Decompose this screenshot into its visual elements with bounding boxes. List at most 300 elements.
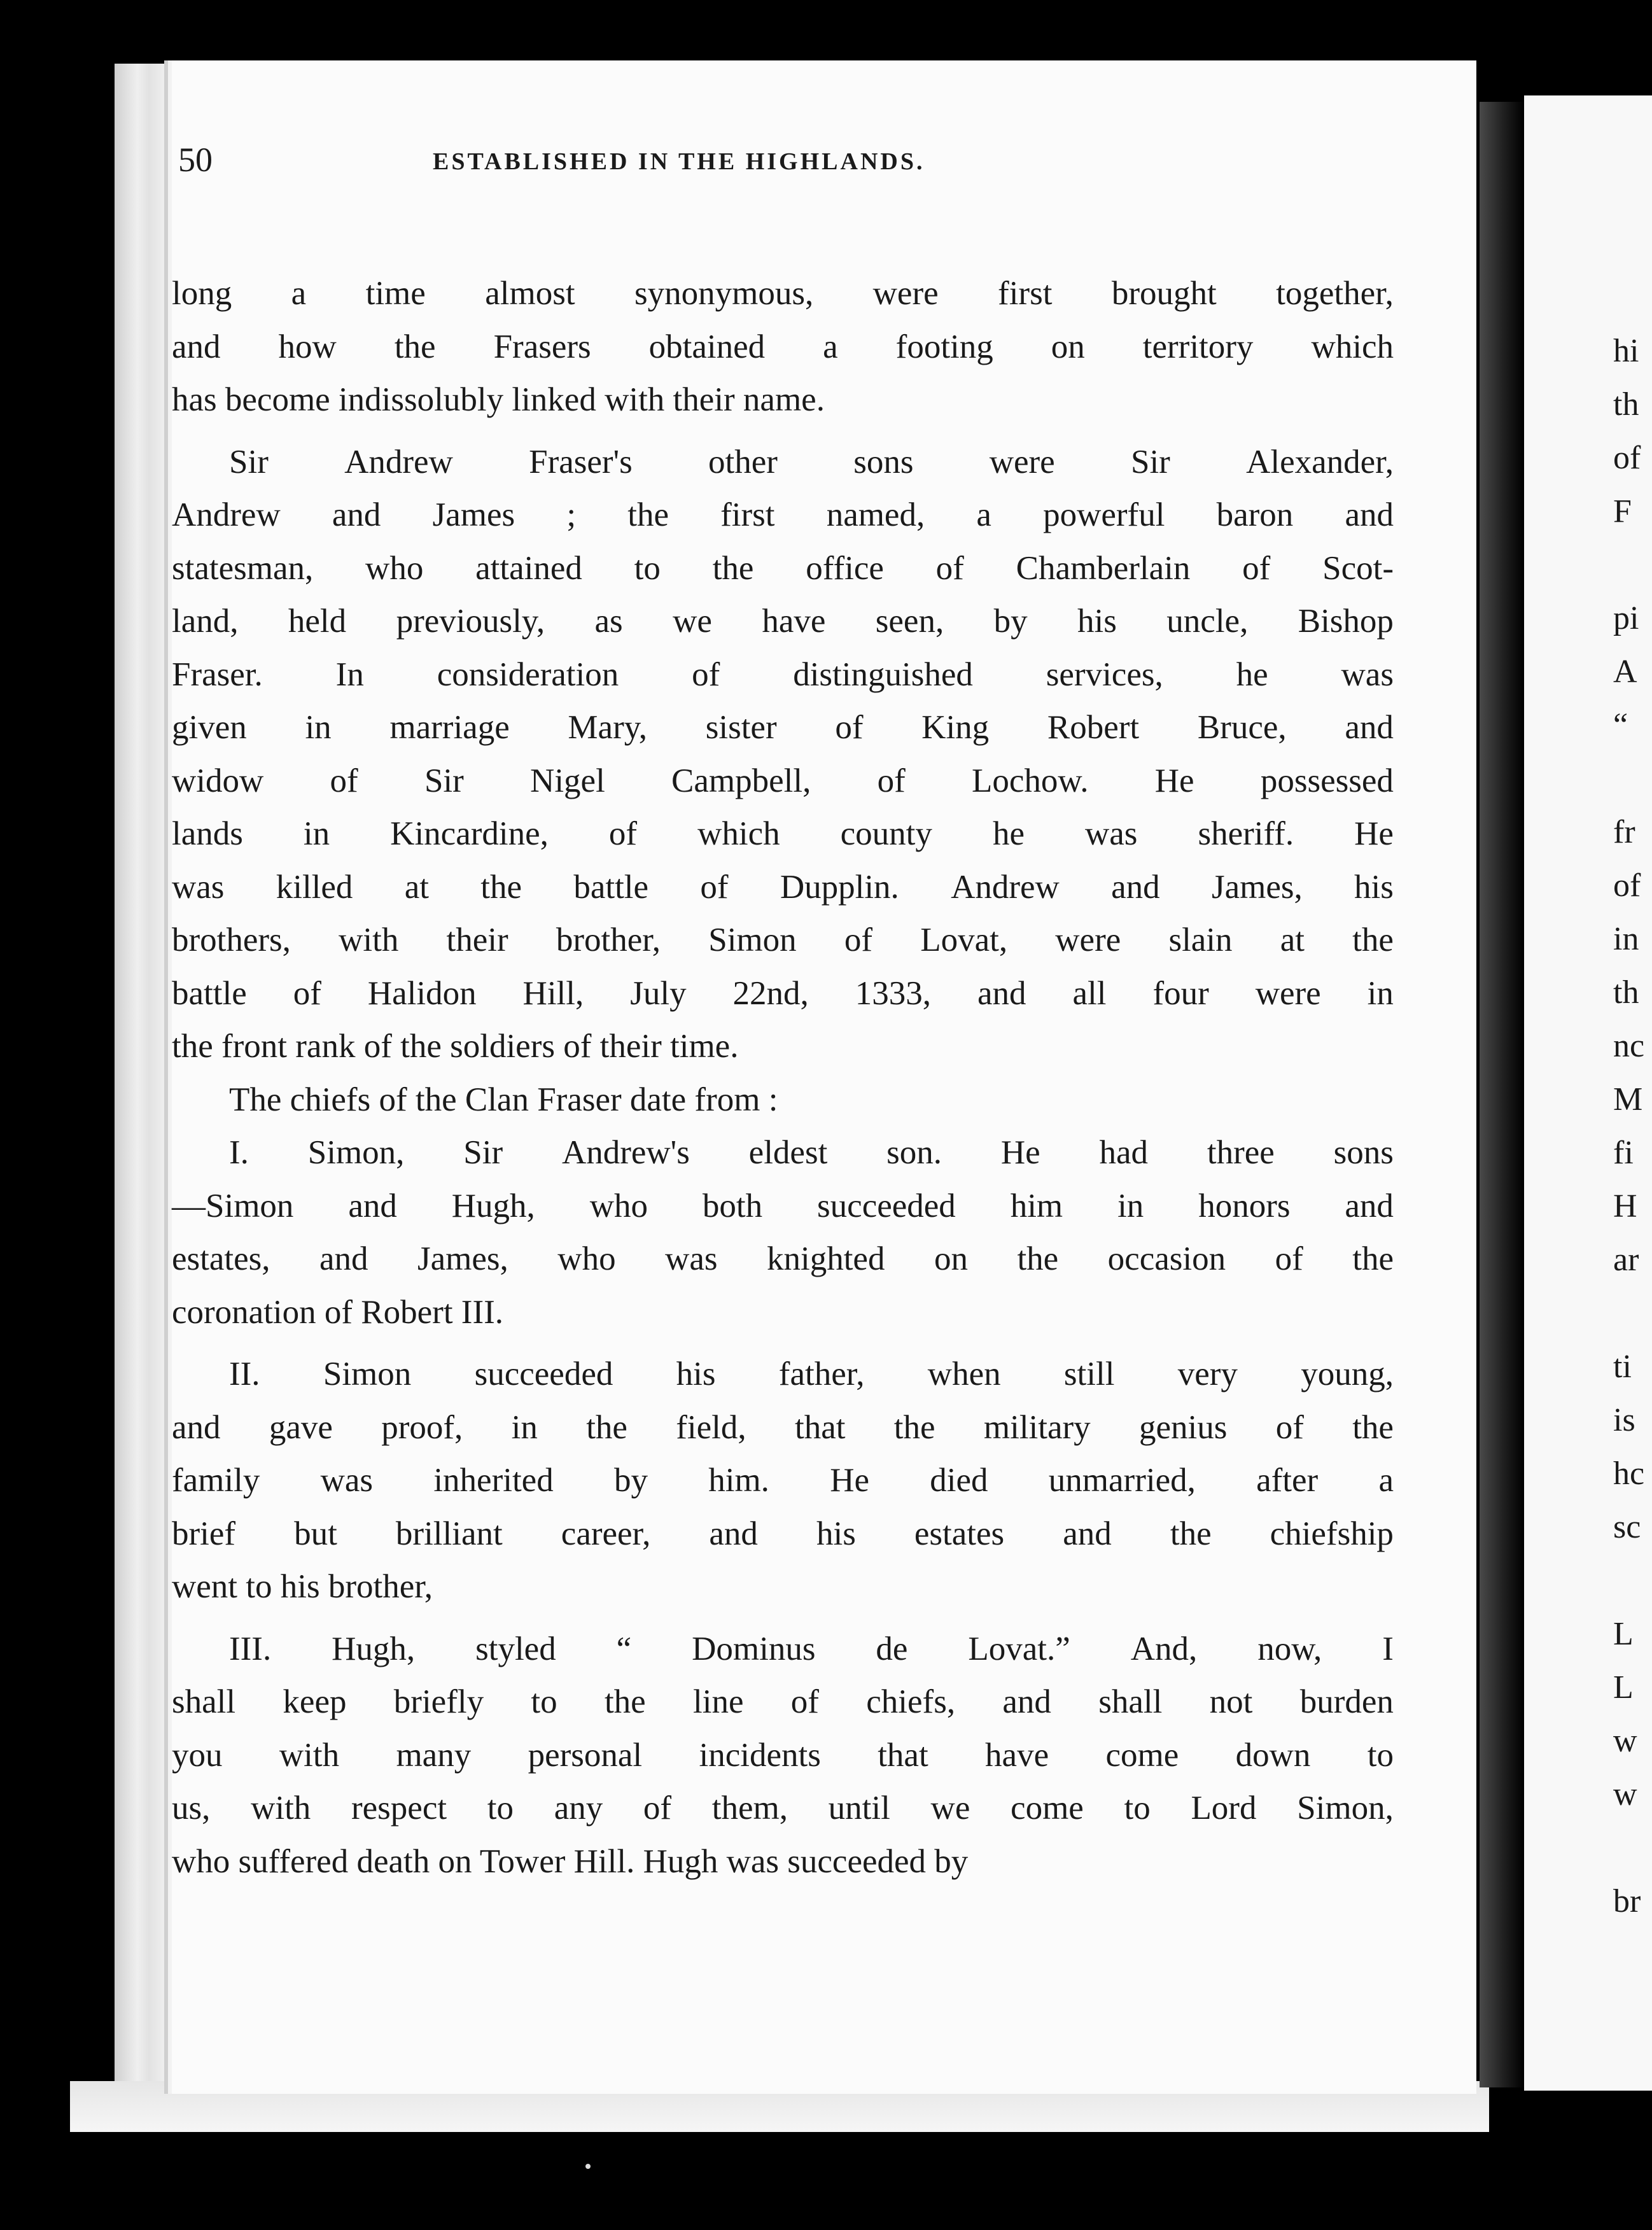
facing-page-fragment: L: [1613, 1616, 1634, 1652]
page-number: 50: [178, 141, 213, 179]
word: after: [1256, 1462, 1319, 1499]
word: possessed: [1260, 762, 1394, 799]
text-line: [172, 967, 1394, 1021]
word: of: [608, 815, 638, 852]
word: sons: [853, 443, 914, 480]
text-line: [172, 436, 1394, 489]
word: military: [983, 1408, 1091, 1446]
word: attained: [475, 549, 582, 587]
word: knighted: [766, 1240, 885, 1277]
word: of: [692, 656, 720, 693]
text-line: [172, 1729, 1394, 1783]
text-line: [172, 649, 1394, 702]
word: who: [557, 1240, 616, 1277]
word: He: [1000, 1134, 1040, 1171]
text-line: [172, 267, 1394, 321]
word: which: [1311, 328, 1394, 365]
word: de: [876, 1630, 908, 1667]
facing-page-fragment: is: [1613, 1402, 1635, 1438]
word: both: [702, 1187, 763, 1224]
word: James,: [1211, 868, 1303, 906]
word: Campbell,: [671, 762, 811, 799]
word: previously,: [396, 603, 545, 640]
facing-page-fragment: F: [1613, 493, 1632, 529]
text-line: the front rank of the soldiers of their time.: [172, 1028, 739, 1065]
text-line: [172, 595, 1394, 649]
page-inner-rule: [164, 60, 168, 2094]
word: we: [930, 1790, 970, 1827]
word: Simon,: [307, 1134, 405, 1171]
facing-page-fragment: “: [1613, 707, 1628, 743]
text-line: [172, 861, 1394, 915]
word: were: [1055, 922, 1121, 958]
word: In: [335, 656, 364, 693]
paragraph: [172, 1623, 1394, 1889]
word: ;: [566, 496, 577, 533]
paragraph: [172, 267, 1394, 427]
word: have: [985, 1736, 1049, 1774]
word: uncle,: [1166, 603, 1249, 640]
text-line: [172, 1233, 1394, 1286]
text-line: [172, 808, 1394, 861]
word: chiefs,: [866, 1683, 956, 1720]
page-speck: [585, 2164, 591, 2169]
word: James,: [417, 1240, 508, 1277]
word: and: [1345, 1187, 1394, 1224]
word: synonymous,: [634, 275, 814, 312]
word: Sir: [1130, 443, 1170, 480]
word: have: [762, 603, 826, 640]
word: was: [1341, 656, 1394, 693]
word: Simon: [708, 922, 797, 958]
word: baron: [1216, 496, 1294, 533]
word: line: [693, 1683, 744, 1720]
word: of: [293, 974, 321, 1012]
word: gave: [269, 1408, 333, 1446]
word: King: [921, 709, 990, 746]
facing-page-fragment: M: [1613, 1081, 1643, 1118]
word: to: [1367, 1736, 1394, 1774]
word: which: [697, 815, 780, 852]
text-line: [172, 1126, 1394, 1180]
word: their: [446, 922, 508, 958]
word: long: [172, 275, 232, 312]
word: on: [1051, 328, 1085, 365]
word: in: [511, 1408, 538, 1446]
word: Fraser's: [529, 443, 633, 480]
facing-page-fragment: br: [1613, 1883, 1641, 1919]
word: given: [172, 709, 247, 746]
word: seen,: [875, 603, 944, 640]
word: many: [396, 1736, 472, 1774]
word: died: [930, 1462, 988, 1499]
word: Sir: [424, 762, 464, 799]
text-line: has become indissolubly linked with their name.: [172, 381, 825, 418]
word: when: [927, 1356, 1001, 1392]
word: them,: [711, 1790, 788, 1827]
word: was: [172, 868, 225, 906]
text-line: who suffered death on Tower Hill. Hugh was succeeded by: [172, 1842, 969, 1880]
word: not: [1209, 1683, 1253, 1720]
word: styled: [475, 1630, 556, 1667]
word: brief: [172, 1515, 236, 1552]
word: Alexander,: [1246, 443, 1394, 480]
word: were: [872, 275, 939, 312]
word: his: [1077, 603, 1117, 640]
word: estates,: [172, 1240, 270, 1277]
word: to: [634, 549, 661, 587]
word: killed: [276, 868, 353, 906]
word: until: [828, 1790, 890, 1827]
facing-page-fragment: L: [1613, 1669, 1634, 1706]
facing-page-fragment: th: [1613, 386, 1639, 423]
word: his: [676, 1356, 716, 1392]
facing-page-fragment: in: [1613, 921, 1639, 957]
word: any: [554, 1790, 603, 1827]
word: 22nd,: [732, 974, 809, 1012]
word: consideration: [437, 656, 619, 693]
word: of: [1275, 1408, 1304, 1446]
word: with: [251, 1790, 311, 1827]
word: Bishop: [1298, 603, 1394, 640]
word: the: [1170, 1515, 1212, 1552]
word: and: [1063, 1515, 1112, 1552]
facing-page-fragment: [1613, 752, 1652, 806]
word: Hill,: [522, 974, 584, 1012]
word: and: [348, 1187, 397, 1224]
word: four: [1152, 974, 1209, 1012]
word: and: [1345, 709, 1394, 746]
word: occasion: [1107, 1240, 1226, 1277]
word: of: [790, 1683, 819, 1720]
word: very: [1177, 1356, 1238, 1392]
word: —Simon: [172, 1187, 294, 1224]
word: burden: [1299, 1683, 1394, 1720]
word: on: [934, 1240, 968, 1277]
word: still: [1063, 1356, 1115, 1392]
word: the: [586, 1408, 627, 1446]
word: sheriff.: [1198, 815, 1294, 852]
running-title: ESTABLISHED IN THE HIGHLANDS.: [433, 148, 925, 175]
facing-page-fragment: ar: [1613, 1242, 1639, 1278]
facing-page-fragment: w: [1613, 1776, 1637, 1813]
word: of: [643, 1790, 672, 1827]
word: shall: [1098, 1683, 1163, 1720]
word: of: [1275, 1240, 1303, 1277]
word: who: [365, 549, 424, 587]
word: were: [989, 443, 1055, 480]
word: and: [172, 328, 221, 365]
word: distinguished: [793, 656, 973, 693]
facing-page-fragment: [1613, 1287, 1652, 1340]
word: respect: [351, 1790, 447, 1827]
word: the: [480, 868, 522, 906]
word: James: [432, 496, 515, 533]
word: slain: [1168, 922, 1233, 958]
facing-page-fragment: A: [1613, 654, 1637, 690]
word: III.: [229, 1630, 272, 1667]
text-line: [172, 1401, 1394, 1455]
word: other: [708, 443, 778, 480]
facing-page-fragment: w: [1613, 1723, 1637, 1759]
facing-page-fragment: of: [1613, 440, 1641, 476]
word: career,: [561, 1515, 651, 1552]
word: by: [613, 1462, 648, 1499]
word: together,: [1276, 275, 1394, 312]
word: Dominus: [692, 1630, 816, 1667]
word: in: [1367, 974, 1394, 1012]
word: in: [1117, 1187, 1144, 1224]
word: his: [1354, 868, 1394, 906]
word: were: [1255, 974, 1321, 1012]
word: almost: [485, 275, 575, 312]
word: Lochow.: [972, 762, 1089, 799]
word: brilliant: [395, 1515, 503, 1552]
text-line: [172, 1623, 1394, 1676]
word: Andrew: [344, 443, 453, 480]
book-gutter: [1480, 102, 1524, 2087]
word: and: [172, 1408, 221, 1446]
word: of: [835, 709, 864, 746]
text-line: [172, 321, 1394, 374]
word: Andrew: [172, 496, 281, 533]
word: of: [877, 762, 906, 799]
word: Nigel: [530, 762, 605, 799]
word: father,: [778, 1356, 865, 1392]
text-line: [172, 914, 1394, 967]
word: was: [665, 1240, 718, 1277]
facing-page-fragment: H: [1613, 1188, 1637, 1224]
word: Sir: [229, 443, 269, 480]
word: obtained: [648, 328, 766, 365]
text-line: [172, 1508, 1394, 1561]
word: Fraser.: [172, 656, 263, 693]
word: that: [878, 1736, 928, 1774]
word: with: [279, 1736, 340, 1774]
word: battle: [573, 868, 649, 906]
word: personal: [528, 1736, 643, 1774]
word: us,: [172, 1790, 211, 1827]
word: services,: [1046, 656, 1163, 693]
text-line: went to his brother,: [172, 1568, 433, 1605]
paragraph: [172, 1126, 1394, 1339]
word: brought: [1111, 275, 1217, 312]
text-line: [172, 1348, 1394, 1401]
word: He: [1354, 815, 1394, 852]
word: estates: [914, 1515, 1005, 1552]
word: by: [993, 603, 1028, 640]
word: the: [893, 1408, 935, 1446]
word: He: [1154, 762, 1194, 799]
word: shall: [172, 1683, 236, 1720]
word: marriage: [389, 709, 510, 746]
word: Scot-: [1322, 549, 1394, 587]
word: honors: [1198, 1187, 1291, 1224]
word: inherited: [433, 1462, 554, 1499]
facing-page-fragment: sc: [1613, 1509, 1641, 1545]
word: “: [616, 1630, 632, 1667]
word: you: [172, 1736, 223, 1774]
word: young,: [1301, 1356, 1394, 1392]
facing-page-fragment: [1613, 1554, 1652, 1608]
word: incidents: [699, 1736, 821, 1774]
word: territory: [1142, 328, 1254, 365]
word: three: [1207, 1134, 1275, 1171]
text-line: [172, 1676, 1394, 1729]
word: Dupplin.: [780, 868, 899, 906]
word: he: [992, 815, 1025, 852]
word: held: [288, 603, 347, 640]
word: in: [303, 815, 330, 852]
word: and: [709, 1515, 758, 1552]
word: named,: [826, 496, 925, 533]
word: all: [1072, 974, 1107, 1012]
facing-page-fragment: of: [1613, 867, 1641, 904]
word: Sir: [463, 1134, 503, 1171]
word: office: [806, 549, 884, 587]
facing-page-fragment: fi: [1613, 1135, 1634, 1171]
word: of: [935, 549, 964, 587]
word: battle: [172, 974, 247, 1012]
word: come: [1105, 1736, 1179, 1774]
word: briefly: [393, 1683, 484, 1720]
text-line: [172, 755, 1394, 808]
word: as: [594, 603, 623, 640]
text-line: The chiefs of the Clan Fraser date from :: [229, 1081, 778, 1118]
word: chiefship: [1270, 1515, 1394, 1552]
facing-page-fragment: fr: [1613, 814, 1635, 850]
page-left-edge: [115, 64, 172, 2100]
word: a: [823, 328, 838, 365]
word: of: [700, 868, 729, 906]
facing-page-fragment: hi: [1613, 333, 1639, 369]
word: the: [1352, 1240, 1394, 1277]
word: Bruce,: [1197, 709, 1287, 746]
word: first: [998, 275, 1053, 312]
word: the: [394, 328, 436, 365]
word: a: [291, 275, 307, 312]
text-line: [172, 1180, 1394, 1233]
facing-page-text: [1613, 325, 1652, 1928]
word: the: [1017, 1240, 1059, 1277]
word: time: [365, 275, 426, 312]
word: we: [673, 603, 712, 640]
text-line: [172, 1454, 1394, 1508]
word: Chamberlain: [1016, 549, 1191, 587]
word: at: [1280, 922, 1305, 958]
word: to: [531, 1683, 557, 1720]
word: Halidon: [367, 974, 477, 1012]
word: him.: [708, 1462, 769, 1499]
text-line: coronation of Robert III.: [172, 1293, 503, 1331]
word: family: [172, 1462, 260, 1499]
running-head: [178, 140, 1158, 191]
word: keep: [283, 1683, 347, 1720]
word: Lord: [1191, 1790, 1257, 1827]
word: I: [1382, 1630, 1394, 1667]
word: first: [720, 496, 775, 533]
word: of: [1242, 549, 1271, 587]
word: the: [1352, 922, 1394, 958]
word: in: [305, 709, 332, 746]
word: Hugh,: [451, 1187, 535, 1224]
word: now,: [1257, 1630, 1322, 1667]
word: of: [330, 762, 358, 799]
word: the: [627, 496, 669, 533]
word: July: [630, 974, 687, 1012]
word: succeeded: [817, 1187, 956, 1224]
text-line: [172, 542, 1394, 596]
paragraph: [172, 1348, 1394, 1614]
word: sons: [1333, 1134, 1394, 1171]
word: statesman,: [172, 549, 314, 587]
word: eldest: [748, 1134, 828, 1171]
facing-page-fragment: hc: [1613, 1455, 1645, 1492]
word: unmarried,: [1048, 1462, 1196, 1499]
word: genius: [1139, 1408, 1228, 1446]
facing-page-fragment: [1613, 1821, 1652, 1875]
word: lands: [172, 815, 243, 852]
word: Simon: [323, 1356, 412, 1392]
word: him: [1010, 1187, 1063, 1224]
facing-page-fragment: nc: [1613, 1028, 1645, 1064]
word: powerful: [1043, 496, 1165, 533]
word: Simon,: [1297, 1790, 1394, 1827]
word: a: [1378, 1462, 1394, 1499]
facing-page-fragment: ti: [1613, 1349, 1632, 1385]
word: Hugh,: [332, 1630, 416, 1667]
word: the: [604, 1683, 646, 1720]
word: Andrew's: [561, 1134, 690, 1171]
paragraph: [172, 436, 1394, 1074]
word: that: [794, 1408, 846, 1446]
facing-page-fragment: th: [1613, 974, 1639, 1011]
word: He: [830, 1462, 870, 1499]
word: widow: [172, 762, 264, 799]
word: 1333,: [855, 974, 932, 1012]
word: and: [1111, 868, 1160, 906]
word: how: [278, 328, 337, 365]
word: And,: [1130, 1630, 1198, 1667]
word: he: [1236, 656, 1268, 693]
word: Lovat.”: [968, 1630, 1070, 1667]
word: was: [1085, 815, 1138, 852]
word: and: [1002, 1683, 1051, 1720]
word: Kincardine,: [390, 815, 549, 852]
word: I.: [229, 1134, 249, 1171]
word: the: [712, 549, 754, 587]
word: come: [1011, 1790, 1084, 1827]
word: down: [1235, 1736, 1311, 1774]
word: brothers,: [172, 922, 291, 958]
paragraph: [172, 1074, 1394, 1127]
word: field,: [676, 1408, 746, 1446]
word: but: [294, 1515, 337, 1552]
word: at: [404, 868, 429, 906]
word: the: [1352, 1408, 1394, 1446]
word: Andrew: [951, 868, 1060, 906]
word: and: [1345, 496, 1394, 533]
word: proof,: [381, 1408, 463, 1446]
word: had: [1099, 1134, 1149, 1171]
text-line: [172, 1782, 1394, 1835]
body-text: [172, 267, 1394, 1888]
facing-page-fragment: [1613, 538, 1652, 592]
word: to: [1124, 1790, 1151, 1827]
word: Robert: [1047, 709, 1140, 746]
word: footing: [895, 328, 993, 365]
word: of: [844, 922, 873, 958]
